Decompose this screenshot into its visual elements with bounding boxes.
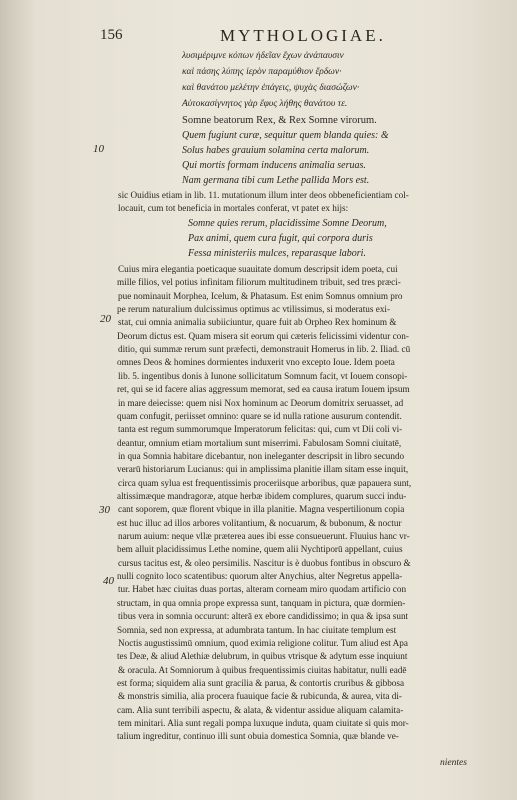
- text-line: Somnia, sed non expressa, at adumbrata tantum. In hac ciuitate templum est: [117, 624, 397, 635]
- text-line: structam, in qua omnia prope expressa sunt, tanquam in pictura, quæ dormien-: [117, 597, 406, 608]
- text-line: verarū historiarum Lucianus: qui in amplissima planitie illam sitam esse inquit,: [117, 464, 409, 475]
- text-line: deantur, omnium etiam mortalium sunt miserrimi. Fabulosam Somni ciuitatē,: [117, 437, 402, 448]
- margin-line-number: 20: [100, 313, 111, 325]
- text-line: altissimæque mandragoræ, atque herbæ ibidem complures, quarum succi indu-: [117, 490, 407, 501]
- text-line: narum auium: neque vllæ præterea aues ibi esse consueuerunt. Fluuius hanc vr-: [118, 531, 410, 541]
- greek-line: λυσιμέριμνε κόπων ἡδεῖαν ἔχων ἀνάπαυσιν: [182, 51, 344, 61]
- text-line: in qua Somnia habitare dicebantur, non ineleganter descripsit in libro secundo: [118, 450, 405, 461]
- text-line: & monstris similia, alia procera fuauique facie & rubicunda, & aurea, vita di-: [118, 691, 402, 702]
- text-line: talium ingreditur, continuo illi sunt obuia domestica Somnia, quæ blande ve-: [117, 731, 399, 742]
- text-line: lib. 5. ingentibus donis à Iunone sollicitatum Somnum facit, vt Iouem consopi-: [118, 370, 408, 381]
- greek-line: Αὐτοκασίγνητος γὰρ ἔφυς λήθης θανάτου τε.: [182, 99, 348, 109]
- text-line: mille filios, vel potius infinitam filiorum multitudinem tribuit, sed tres præci-: [117, 277, 401, 288]
- verse-line: Fessa ministeriis mulces, reparasque labori.: [188, 248, 366, 259]
- text-line: ret, qui se id facere alias aggressum memorat, sed ea causa iratum Iouem ipsum: [117, 384, 410, 395]
- page-number: 156: [100, 27, 123, 43]
- text-line: pue nominauit Morphea, Icelum, & Phatasum. Est enim Somnus omnium pro: [118, 290, 403, 301]
- text-line: Cuius mira elegantia poeticaque suauitate domum descripsit idem poeta, cui: [118, 264, 398, 274]
- margin-line-number: 10: [93, 143, 104, 155]
- text-line: in mare deiecisse: quem nisi Nox hominum ac Deorum domitrix seruasset, ad: [118, 397, 404, 408]
- text-line: nulli cognito loco scatentibus: quorum alter Anychius, alter Negretus appella-: [117, 571, 403, 581]
- running-head: MYTHOLOGIAE.: [220, 26, 386, 45]
- greek-line: καὶ θανάτου μελέτην ἐπάγεις, ψυχὰς διασώζων·: [182, 83, 360, 93]
- verse-line: Somne beatorum Rex, & Rex Somne virorum.: [182, 115, 377, 126]
- text-line: & oracula. At Somniorum à quibus frequentissimis ciuitas habitatur, nulli eadē: [118, 664, 407, 675]
- text-line: bem alluit placidissimus Lethe nomine, quem alii Nychtiporū appellant, cuius: [117, 544, 403, 555]
- text-line: tes Deæ, & aliud Alethiæ delubrum, in quibus vtrisque & adytum esse inquiunt: [117, 651, 408, 662]
- text-line: tibus vera in somnia occurunt: alterā ex ebore candidissimo; in qua & ipsa sunt: [118, 611, 409, 622]
- catchword: nientes: [440, 758, 467, 768]
- text-line: locauit, cum tot beneficia in mortales conferat, vt patet ex hijs:: [118, 203, 349, 213]
- text-line: pe rerum naturalium dulcissimus optimus ac vtilissimus, si moderatus exi-: [117, 304, 391, 315]
- greek-line: καὶ πάσης λύπης ἱερὸν παραμύθιον ἔρδων·: [182, 67, 342, 77]
- text-line: tur. Habet hæc ciuitas duas portas, alteram corneam miro quodam artificio con: [118, 584, 407, 595]
- text-line: cursus tacitus est, & oleo persimilis. Nascitur is è duobus fontibus in obscuro &: [118, 557, 411, 568]
- text-line: Deorum dictus est. Quam misera sit eorum qui cæteris felicissimi videntur con-: [117, 330, 409, 341]
- text-line: quam confugit, periisset omnino: quare se id nulla ratione ausurum contendit.: [117, 410, 402, 421]
- text-line: omnes Deos & homines dormientes induxerit vno excepto Ioue. Idem poeta: [117, 357, 395, 368]
- verse-line: Somne quies rerum, placidissime Somne Deorum,: [188, 218, 387, 229]
- margin-line-number: 30: [99, 504, 110, 516]
- verse-line: Pax animi, quem cura fugit, qui corpora duris: [188, 233, 373, 244]
- text-line: cam. Alia sunt terribili aspectu, & alata, & videntur assidue aliquam calamita-: [117, 704, 404, 715]
- text-line: stat, cui omnia animalia subiiciuntur, quare fuit ab Orpheo Rex hominum &: [118, 317, 397, 328]
- text-line: Noctis augustissimū omnium, quod eximia religione colitur. Tum aliud est Apa: [118, 637, 408, 648]
- text-line: sic Ouidius etiam in lib. 11. mutationum illum inter deos obbeneficientiam col-: [118, 190, 409, 200]
- verse-line: Qui mortis formam inducens animalia seruas.: [182, 160, 366, 171]
- text-line: tanta est regum summorumque Imperatorum felicitas: qui, cum vt Dii coli vi-: [118, 424, 403, 435]
- text-line: cant soporem, quæ florent vbique in illa planitie. Magna vespertilionum copia: [118, 504, 405, 515]
- text-line: circa quam sylua est frequentissimis proceriisque arboribus, quæ papauera sunt,: [118, 477, 412, 488]
- verse-line: Quem fugiunt curæ, sequitur quem blanda quies: &: [182, 130, 389, 141]
- text-line: tem minitari. Alia sunt regali pompa luxuque induta, quam ciuitate si quis mor-: [118, 717, 409, 728]
- text-line: ditio, qui summæ rerum sunt præfecti, demonstrauit Homerus in lib. 2. Iliad. cū: [118, 344, 411, 355]
- text-line: est forma; siquidem alia sunt gracilia & parua, & contortis cruribus & gibbosa: [117, 677, 405, 688]
- verse-line: Nam germana tibi cum Lethe pallida Mors est.: [182, 175, 370, 186]
- margin-line-number: 40: [103, 575, 114, 587]
- verse-line: Solus habes grauium solamina certa malorum.: [182, 145, 370, 156]
- text-line: est huc illuc ad illos arbores volitantium, & nocuarum, & bubonum, & noctur: [117, 517, 402, 528]
